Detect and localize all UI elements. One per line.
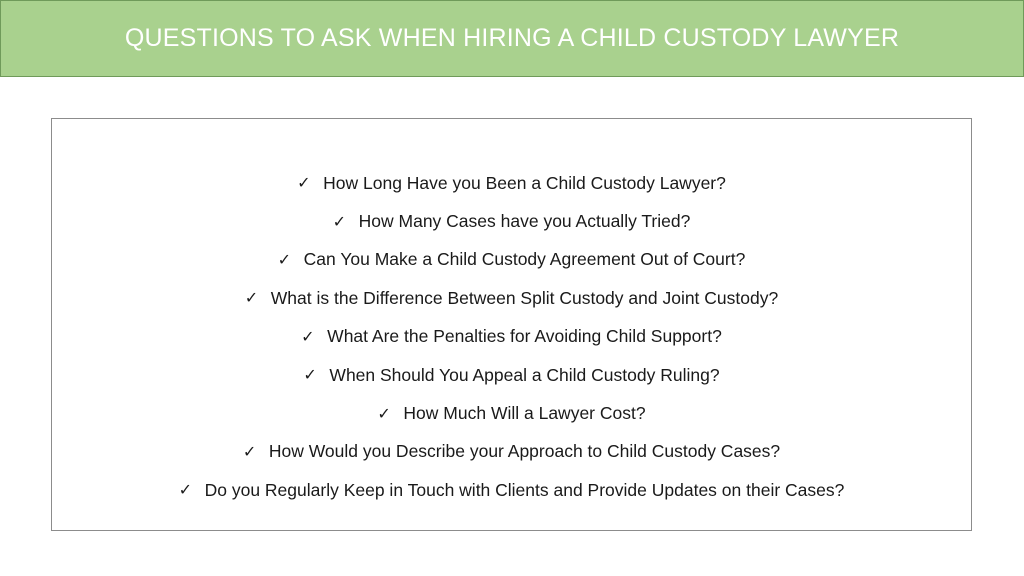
list-item [52,471,971,509]
list-item [52,318,971,356]
checkmark-icon: ✓ [244,288,259,308]
checkmark-icon: ✓ [178,480,193,500]
list-item [52,241,971,279]
checkmark-icon: ✓ [332,211,347,231]
list-item [52,279,971,317]
question-text: What Are the Penalties for Avoiding Child Support? [327,326,722,347]
list-item [52,356,971,394]
list-item [52,433,971,471]
list-item [52,394,971,432]
question-text: What is the Difference Between Split Custody and Joint Custody? [270,287,779,308]
checkmark-icon: ✓ [277,249,292,269]
question-text: When Should You Appeal a Child Custody Ruling? [329,364,720,385]
questions-box [51,118,972,531]
checkmark-icon: ✓ [297,173,311,193]
checkmark-icon: ✓ [303,365,317,385]
checkmark-icon: ✓ [377,403,391,423]
page-title: QUESTIONS TO ASK WHEN HIRING A CHILD CUSTODY LAWYER [124,24,900,52]
question-text: How Long Have you Been a Child Custody Lawyer? [323,172,726,193]
question-text: How Many Cases have you Actually Tried? [358,211,691,232]
question-text: Do you Regularly Keep in Touch with Clients and Provide Updates on their Cases? [204,479,845,500]
question-text: How Much Will a Lawyer Cost? [403,403,646,424]
checkmark-icon: ✓ [242,441,257,461]
question-text: Can You Make a Child Custody Agreement Out of Court? [303,249,746,270]
checkmark-icon: ✓ [301,326,315,346]
questions-list [52,164,971,510]
list-item [52,202,971,240]
question-text: How Would you Describe your Approach to Child Custody Cases? [268,441,781,462]
list-item [52,164,971,202]
title-bar [0,0,1024,77]
